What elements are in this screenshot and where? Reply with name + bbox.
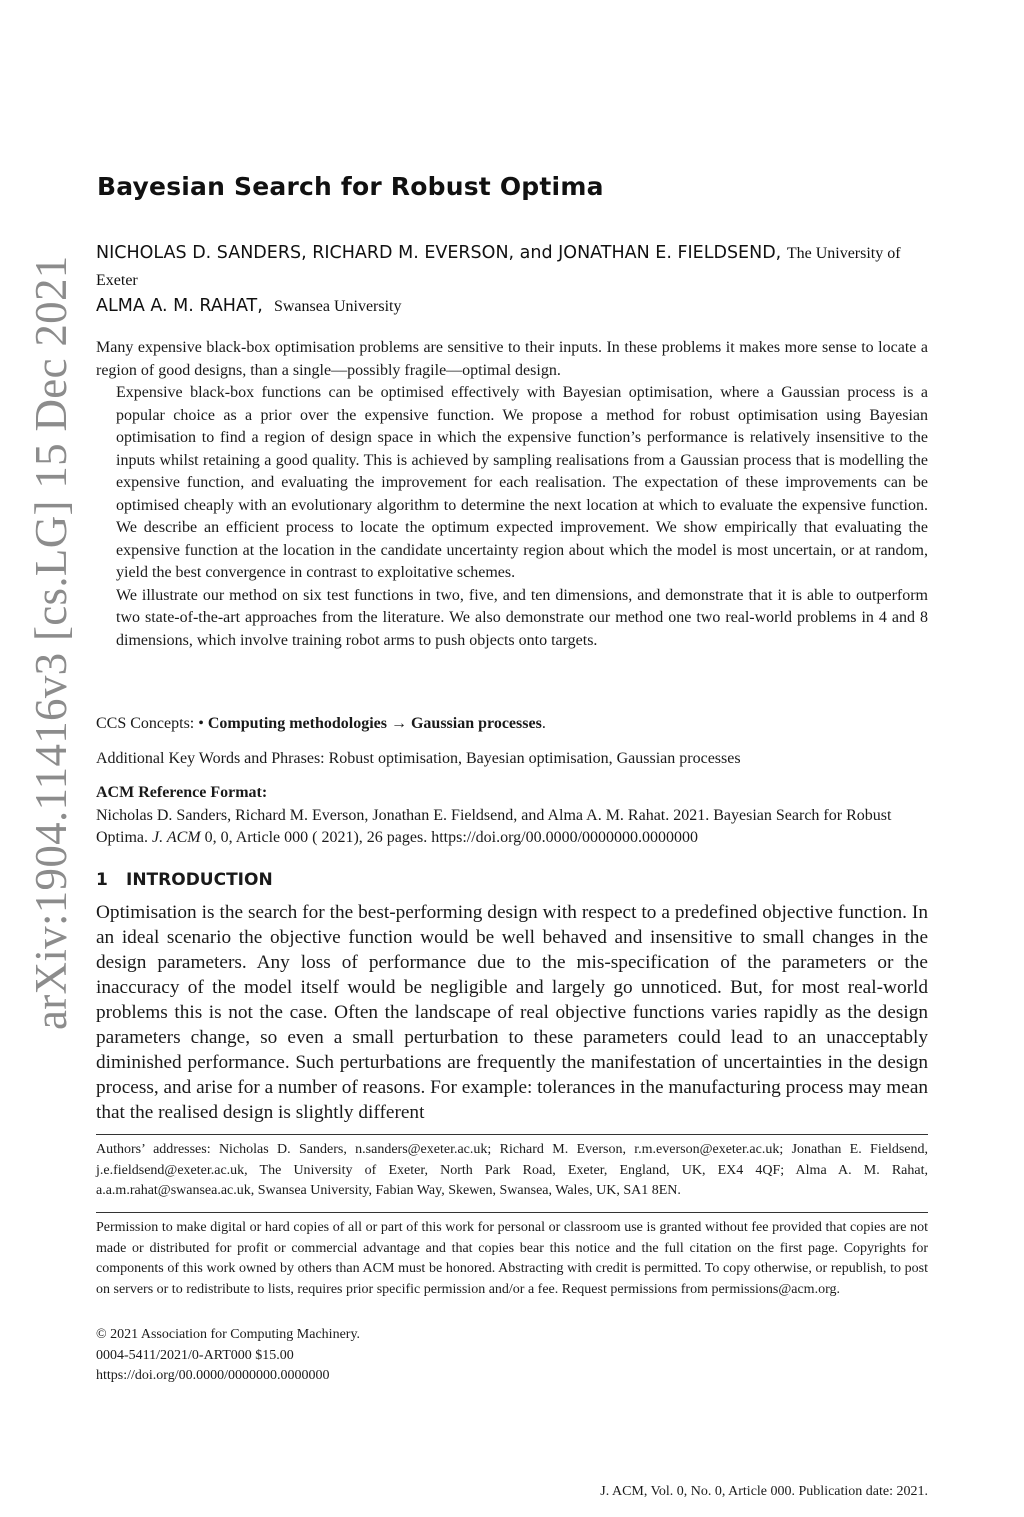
abstract-paragraph-2: Expensive black-box functions can be optimised effectively with Bayesian optimisation, where a Gaussian process is a popular choice as a prior over the expensive function. We propose a method for robust optimisation using Bayesian optimisation to find a region of design space in which the expensive function’s performance is relatively insensitive to the inputs whilst retaining a good quality. This is achieved by sampling realisations from a Gaussian process that is modelling the expensive function, and evaluating the improvement for each realisation. The expectation of these improvements can be optimised cheaply with an evolutionary algorithm to determine the next location at which to evaluate the expensive function. We describe an efficient process to locate the optimum expected improvement. We show empirically that evaluating the expensive function at the location in the candidate uncertainty region about which the model is most uncertain, or at random, yield the best convergence in contrast to exploitative schemes. [116, 384, 928, 581]
paper-title: Bayesian Search for Robust Optima [97, 172, 604, 201]
doi-line: https://doi.org/00.0000/0000000.0000000 [96, 1368, 330, 1383]
author-names-2: ALMA A. M. RAHAT, [96, 296, 263, 316]
acm-reference-journal: J. ACM [152, 829, 201, 846]
acm-reference [96, 782, 928, 850]
ccs-concepts [96, 713, 546, 736]
acm-reference-text [96, 805, 928, 850]
abstract-paragraph-3: We illustrate our method on six test functions in two, five, and ten dimensions, and demonstrate that it is able to outperform two state-of-the-art approaches from the literature. We also demonstrate our method one two real-world problems in 4 and 8 dimensions, which involve training robot arms to push objects onto targets. [116, 586, 928, 649]
author-affiliation-1: The University of Exeter [96, 245, 901, 289]
section-title: INTRODUCTION [126, 870, 273, 890]
copyright-line: © 2021 Association for Computing Machinery. [96, 1327, 361, 1342]
issn-line: 0004-5411/2021/0-ART000 $15.00 [96, 1347, 294, 1363]
author-addresses: Authors’ addresses: Nicholas D. Sanders, n.sanders@exeter.ac.uk; Richard M. Everson, r.m.everson@exeter.ac.uk; Jonathan E. Fieldsend, j.e.fieldsend@exeter.ac.uk, The University of Exeter, North Park Road, Exeter, England, UK, EX4 4QF; Alma A. M. Rahat, a.a.m.rahat@swansea.ac.uk, Swansea University, Fabian Way, Skewen, Swansea, Wales, UK, SA1 8EN. [96, 1142, 928, 1198]
publication-info [96, 1325, 928, 1387]
author-line-1 [96, 240, 936, 294]
permission-divider [96, 1212, 928, 1213]
author-line-2 [96, 293, 936, 320]
ccs-end: . [541, 715, 546, 732]
page-footer: J. ACM, Vol. 0, No. 0, Article 000. Publication date: 2021. [600, 1484, 928, 1499]
author-block [96, 240, 936, 320]
section-heading [96, 870, 273, 890]
ccs-label: CCS Concepts: • [96, 715, 204, 732]
author-affiliation-2: Swansea University [273, 298, 402, 315]
introduction-text: Optimisation is the search for the best-performing design with respect to a predefined objective function. In an ideal scenario the objective function would be well behaved and insensitive to small changes in the design parameters. Any loss of performance due to the mis-specification of the parameters or the inaccuracy of the model itself would be negligible and largely go unnoticed. But, for most real-world problems this is not the case. Often the landscape of real objective functions varies rapidly as the design parameters change, so even a small perturbation to these parameters could lead to an unacceptably diminished performance. Such perturbations are frequently the manifestation of uncertainties in the design process, and arise for a number of reasons. For example: tolerances in the manufacturing process may mean that the realised design is slightly different [96, 902, 929, 1123]
acm-reference-heading: ACM Reference Format: [96, 784, 268, 801]
author-names-1: NICHOLAS D. SANDERS, RICHARD M. EVERSON, and JONATHAN E. FIELDSEND, [96, 243, 782, 263]
abstract [96, 337, 928, 652]
keywords: Additional Key Words and Phrases: Robust optimisation, Bayesian optimisation, Gaussian processes [96, 750, 741, 767]
abstract-paragraph-1: Many expensive black-box optimisation problems are sensitive to their inputs. In these problems it makes more sense to locate a region of good designs, than a single—possibly fragile—optimal design. [96, 339, 928, 379]
acm-reference-part-b: 0, 0, Article 000 ( 2021), 26 pages. https://doi.org/00.0000/0000000.0000000 [204, 829, 699, 846]
acm-reference-part-a: Nicholas D. Sanders, Richard M. Everson, Jonathan E. Fieldsend, and Alma A. M. Rahat. 2021. Bayesian Search for Robust Optima. [96, 806, 892, 846]
ccs-concept: Computing methodologies → Gaussian processes [207, 715, 542, 732]
permission-notice: Permission to make digital or hard copies of all or part of this work for personal or classroom use is granted without fee provided that copies are not made or distributed for profit or commercial advantage and that copies bear this notice and the full citation on the first page. Copyrights for components of this work owned by others than ACM must be honored. Abstracting with credit is permitted. To copy otherwise, or republish, to post on servers or to redistribute to lists, requires prior specific permission and/or a fee. Request permissions from permissions@acm.org. [96, 1220, 928, 1297]
arxiv-identifier: arXiv:1904.11416v3 [cs.LG] 15 Dec 2021 [26, 255, 76, 1030]
footnote-divider [96, 1134, 928, 1135]
section-number: 1 [96, 870, 108, 890]
